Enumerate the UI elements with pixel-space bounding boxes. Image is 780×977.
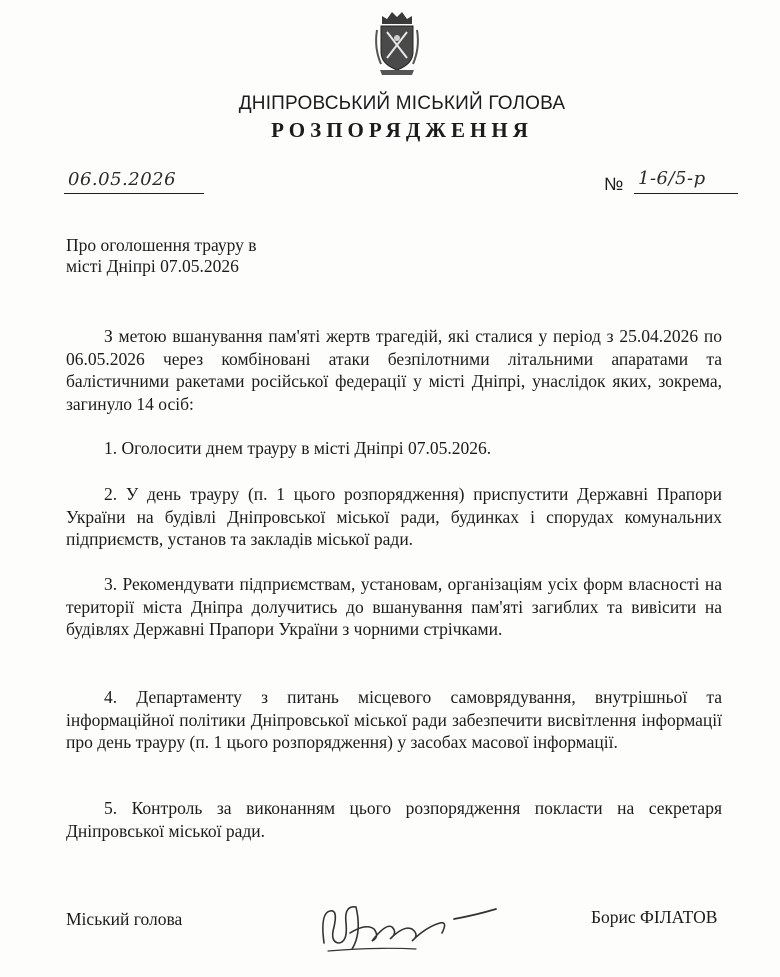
clause-2: 2. У день трауру (п. 1 цього розпорядження) приспустити Державні Прапори України на будівлі Дніпровської міської ради, будинках і спорудах комунальних підприємств, установ та закладів міської ради.	[66, 484, 722, 549]
clause-4: 4. Департаменту з питань місцевого самоврядування, внутрішньої та інформаційної політики Дніпровської міської ради забезпечити висвітлення інформації про день трауру (п. 1 цього розпорядження) у засобах масової інформації.	[66, 687, 722, 752]
number-label: №	[604, 174, 624, 194]
document-type: РОЗПОРЯДЖЕННЯ	[271, 118, 533, 142]
handwritten-signature	[316, 893, 506, 959]
signatory-name: Борис ФІЛАТОВ	[591, 907, 718, 927]
org-title: ДНІПРОВСЬКИЙ МІСЬКИЙ ГОЛОВА	[238, 93, 566, 114]
signatory-title: Міський голова	[66, 909, 183, 929]
subject-line-2: місті Дніпрі 07.05.2026	[66, 256, 239, 276]
preamble-paragraph: З метою вшанування пам'яті жертв трагедій, які сталися у період з 25.04.2026 по 06.05.2026 через комбіновані атаки безпілотними літальними апаратами та балістичними ракетами російської федерації у місті Дніпрі, унаслідок яких, зокрема, загинуло 14 осіб:	[66, 326, 722, 414]
date-field	[64, 171, 204, 194]
document-number: 1-6/5-р	[638, 168, 706, 189]
clause-3: 3. Рекомендувати підприємствам, установам, організаціям усіх форм власності на території міста Дніпра долучитись до вшанування пам'яті загиблих та вивісити на будівлях Державні Прапори України з чорними стрічками.	[66, 574, 722, 639]
clause-1: 1. Оголосити днем трауру в місті Дніпрі 07.05.2026.	[104, 438, 492, 458]
clause-5: 5. Контроль за виконанням цього розпорядження покласти на секретаря Дніпровської міської ради.	[66, 798, 722, 841]
subject-line-1: Про оголошення трауру в	[66, 235, 257, 255]
number-field	[634, 168, 738, 194]
dnipro-coat-of-arms-icon	[372, 8, 422, 78]
document-date: 06.05.2026	[68, 169, 177, 190]
document-subject	[66, 235, 257, 277]
